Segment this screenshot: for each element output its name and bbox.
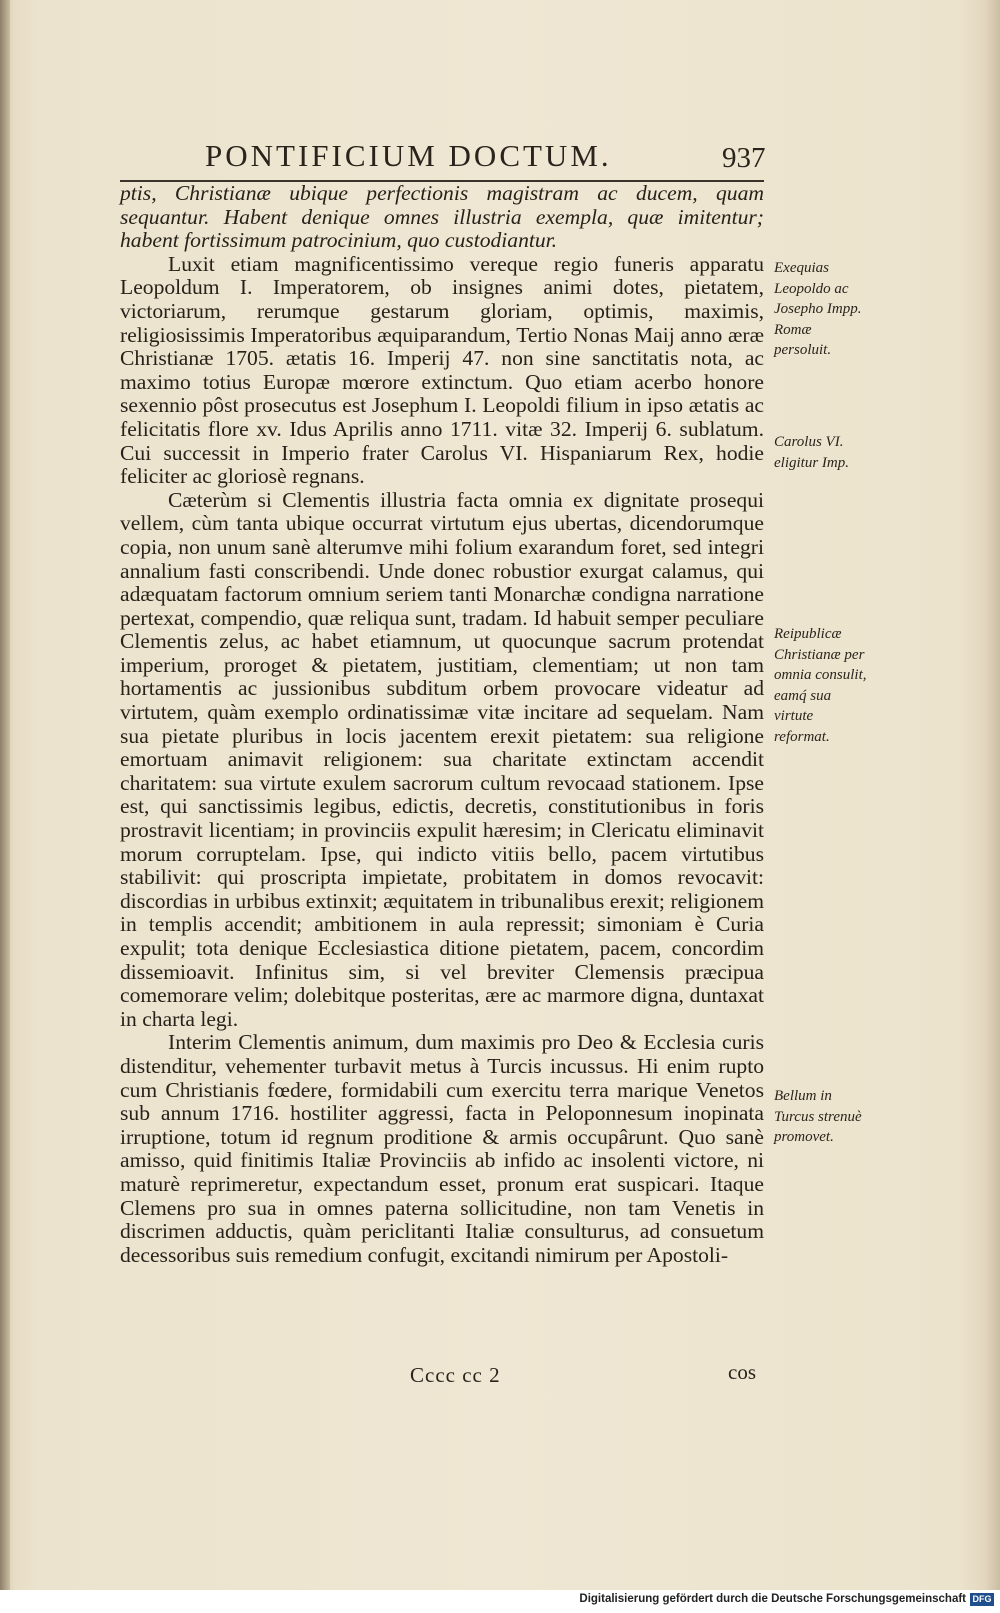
running-head: PONTIFICIUM DOCTUM. <box>205 138 612 173</box>
main-text <box>120 182 764 1267</box>
digitization-footer <box>0 1590 1000 1613</box>
margin-note-carolus: Carolus VI. eligitur Imp. <box>774 434 849 471</box>
funding-credit: Digitalisierung gefördert durch die Deutsche Forschungsgemeinschaft <box>579 1593 966 1605</box>
paragraph: Luxit etiam magnificentissimo vereque regio funeris apparatu Leopoldum I. Imperatorem, ob insignes animi dotes, pietatem, victoriarum, rerumque gestarum gloriam, optimis, maximis, religiosissimis Imperatoribus æquiparandum, Tertio Nonas Maij anno æræ Christianæ 1705. ætatis 16. Imperij 47. non sine sanctitatis nota, ac maximo totius Europæ mœrore extinctum. Quo etiam acerbo honore sexennio pôst prosecutus est Josephum I. Leopoldi filium in ipso ætatis ac felicitatis flore xv. Idus Aprilis anno 1711. vitæ 32. Imperij 6. sublatum. Cui successit in Imperio frater Carolus VI. Hispaniarum Rex, hodie feliciter ac gloriosè regnans. <box>120 251 764 489</box>
dfg-logo-icon: DFG <box>970 1593 994 1606</box>
paragraph: Cæterùm si Clementis illustria facta omnia ex dignitate prosequi vellem, cùm tanta ubique occurrat virtutum ejus ubertas, dicendorumque copia, non unum sanè alterumve mihi folium exarandum foret, sed integri annalium fasti conscribendi. Unde donec robustior exurgat calamus, qui adæquatam factorum omnium seriem tanti Monarchæ condigna narratione pertexat, compendio, quæ reliqua sunt, tradam. Id habuit semper peculiare Clementis zelus, ac habet etiamnum, ut quocunque sacrum protendat imperium, proroget & pietatem, justitiam, clementiam; ut non tam hortamentis ac jussionibus subditum orbem provocare videatur ad virtutem, quàm exemplo ordinatissimæ vitæ incitare ad sequelam. Nam sua pietate pluribus in locis jacentem erexit pietatem: sua religione emortuam animavit religionem: sua charitate extinctam accendit charitatem: sua virtute exulem sacrorum cultum revocaad stationem. Ipse est, qui sanctissimis legibus, edictis, decretis, constitutionibus in foris prostravit licentiam; in provinciis expulit hæresim; in Clericatu eliminavit morum corruptelam. Ipse, qui indicto vitiis bello, pacem virtutibus stabilivit: qui proscripta impietate, probitatem in domos revocavit: discordias in urbibus extinxit; æquitatem in tribunalibus erexit; religionem in templis accendit; ambitionem in aula repressit; simoniam è Curia expulit; tota denique Ecclesiastica ditione pietatem, pacem, concordim dissemioavit. Infinitus sim, si vel breviter Clemensis præcipua comemorare velim; dolebitque posteritas, ære ac marmore digna, duntaxat in charta legi. <box>120 487 764 1031</box>
margin-note-bellum: Bellum in Turcus strenuè promovet. <box>774 1088 862 1145</box>
signature-mark: Cccc cc 2 <box>410 1363 501 1387</box>
paragraph: Interim Clementis animum, dum maximis pro Deo & Ecclesia curis distenditur, vehementer turbavit metus à Turcis incussus. Hi enim rupto cum Christianis fœdere, formidabili cum exercitu terra marique Venetos sub annum 1716. hostiliter aggressi, facta in Peloponnesum inopinata irruptione, totum id regnum proditione & armis occupârunt. Quo sanè amisso, quid finitimis Italiæ Provinciis ab infido ac insolenti victore, ni maturè reprimeretur, expectandum esset, pronum erat suspicari. Itaque Clemens pro sua in omnes paterna sollicitudine, non tam Venetis in discrimen adductis, quàm periclitanti Italiæ consulturus, ad consuetum decessoribus suis remedium confugit, excitandi nimirum per Apostoli- <box>120 1030 764 1267</box>
paragraph-continuation: ptis, Christianæ ubique perfectionis magistram ac ducem, quam sequantur. Habent denique omnes illustria exempla, quæ imitentur; habent fortissimum patrocinium, quo custodiantur. <box>120 181 764 253</box>
margin-note-exequias: Exequias Leopoldo ac Josepho Impp. Romæ persoluit. <box>774 260 862 358</box>
page-number: 937 <box>722 142 766 174</box>
margin-note-reipublicae: Reipublicæ Christianæ per omnia consulit, eamq́ sua virtute reformat. <box>774 626 867 745</box>
page-gutter-shadow <box>0 0 10 1590</box>
catchword: cos <box>728 1360 756 1384</box>
